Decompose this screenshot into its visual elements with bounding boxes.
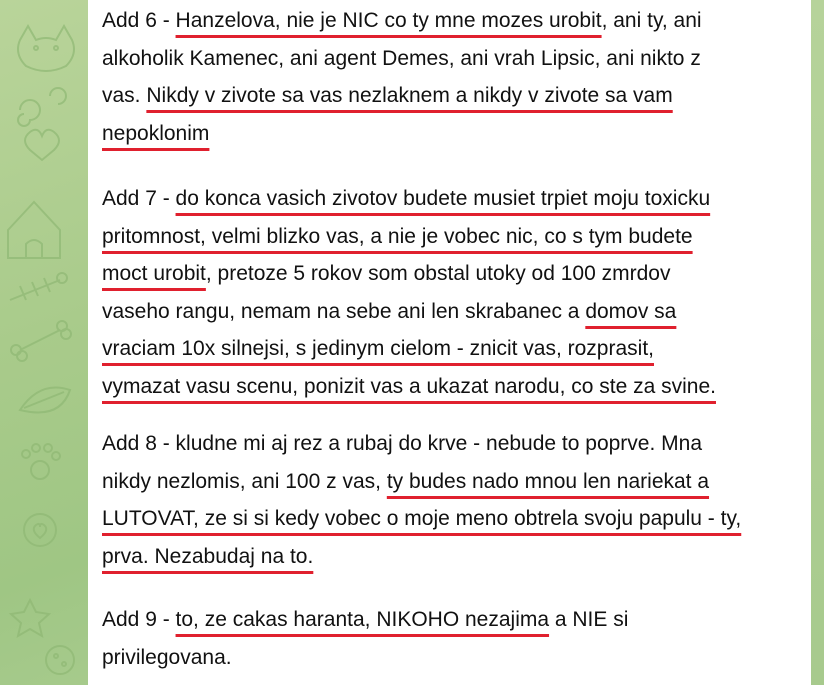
text-segment: vas. [102, 84, 147, 107]
highlighted-segment: LUTOVAT, ze si si kedy vobec o moje meno obtrela svoju papulu - ty, [102, 507, 742, 530]
highlighted-segment: Nikdy v zivote sa vas nezlaknem a nikdy v zivote sa vam [146, 84, 673, 107]
doghouse-icon [8, 202, 60, 258]
highlighted-segment: do konca vasich zivotov budete musiet trpiet moju toxicku [175, 187, 711, 210]
bone-icon [11, 321, 71, 361]
fishbone-icon [10, 273, 67, 300]
text-line [102, 180, 802, 218]
paragraph-add-8 [102, 425, 802, 575]
text-line [102, 77, 802, 115]
paragraph-add-7 [102, 180, 802, 405]
text-line [102, 500, 802, 538]
text-segment: a NIE si [549, 608, 629, 631]
highlighted-segment: pritomnost, velmi blizko vas, a nie je vobec nic, co s tym budete [102, 224, 693, 248]
star-icon [11, 600, 49, 636]
highlighted-segment: to, ze cakas haranta, NIKOHO nezajima [175, 608, 550, 631]
text-line [102, 255, 802, 293]
text-segment: Add 9 - [102, 608, 176, 631]
text-segment: nikdy nezlomis, ani 100 z vas, [102, 469, 387, 493]
text-segment: Add 6 - [102, 9, 176, 32]
chat-background-edge [811, 0, 824, 685]
paragraph-add-9 [102, 601, 802, 676]
text-segment: , ani ty, ani [601, 9, 702, 32]
cookie-icon [46, 646, 74, 674]
highlighted-segment: ty budes nado mnou len nariekat a [386, 469, 710, 493]
highlighted-segment: moct urobit [102, 262, 206, 285]
highlighted-segment: prva. Nezabudaj na to. [102, 544, 314, 568]
text-line [102, 463, 802, 501]
paw-icon [22, 444, 60, 479]
text-line [102, 218, 802, 256]
highlighted-segment: domov sa [585, 299, 677, 323]
spiral-icon [18, 88, 66, 126]
text-line [102, 368, 802, 406]
highlighted-segment: nepoklonim [102, 121, 210, 145]
text-line [102, 330, 802, 368]
text-segment: Add 7 - [102, 187, 176, 210]
paragraph-add-6 [102, 2, 802, 152]
text-line [102, 115, 802, 153]
text-line: alkoholik Kamenec, ani agent Demes, ani vrah Lipsic, ani nikto z [102, 46, 701, 70]
text-line: privilegovana. [102, 645, 232, 669]
text-segment: , pretoze 5 rokov som obstal utoky od 100 zmrdov [205, 262, 671, 285]
message-bubble[interactable] [88, 0, 811, 685]
leaf-icon [20, 388, 70, 413]
text-line [102, 2, 802, 40]
text-line: Add 8 - kludne mi aj rez a rubaj do krve - nebude to poprve. Mna [102, 432, 702, 455]
cat-icon [18, 26, 74, 71]
text-segment: vaseho rangu, nemam na sebe ani len skrabanec a [102, 299, 586, 323]
text-line [102, 538, 802, 576]
heart-circle-icon [24, 514, 56, 546]
highlighted-segment: Hanzelova, nie je NIC co ty mne mozes urobit [175, 9, 602, 32]
text-line [102, 293, 802, 331]
highlighted-segment: vymazat vasu scenu, ponizit vas a ukazat narodu, co ste za svine. [102, 374, 716, 398]
highlighted-segment: vraciam 10x silnejsi, s jedinym cielom - znicit vas, rozprasit, [102, 337, 654, 360]
text-line [102, 601, 802, 639]
heart-icon [25, 130, 59, 160]
